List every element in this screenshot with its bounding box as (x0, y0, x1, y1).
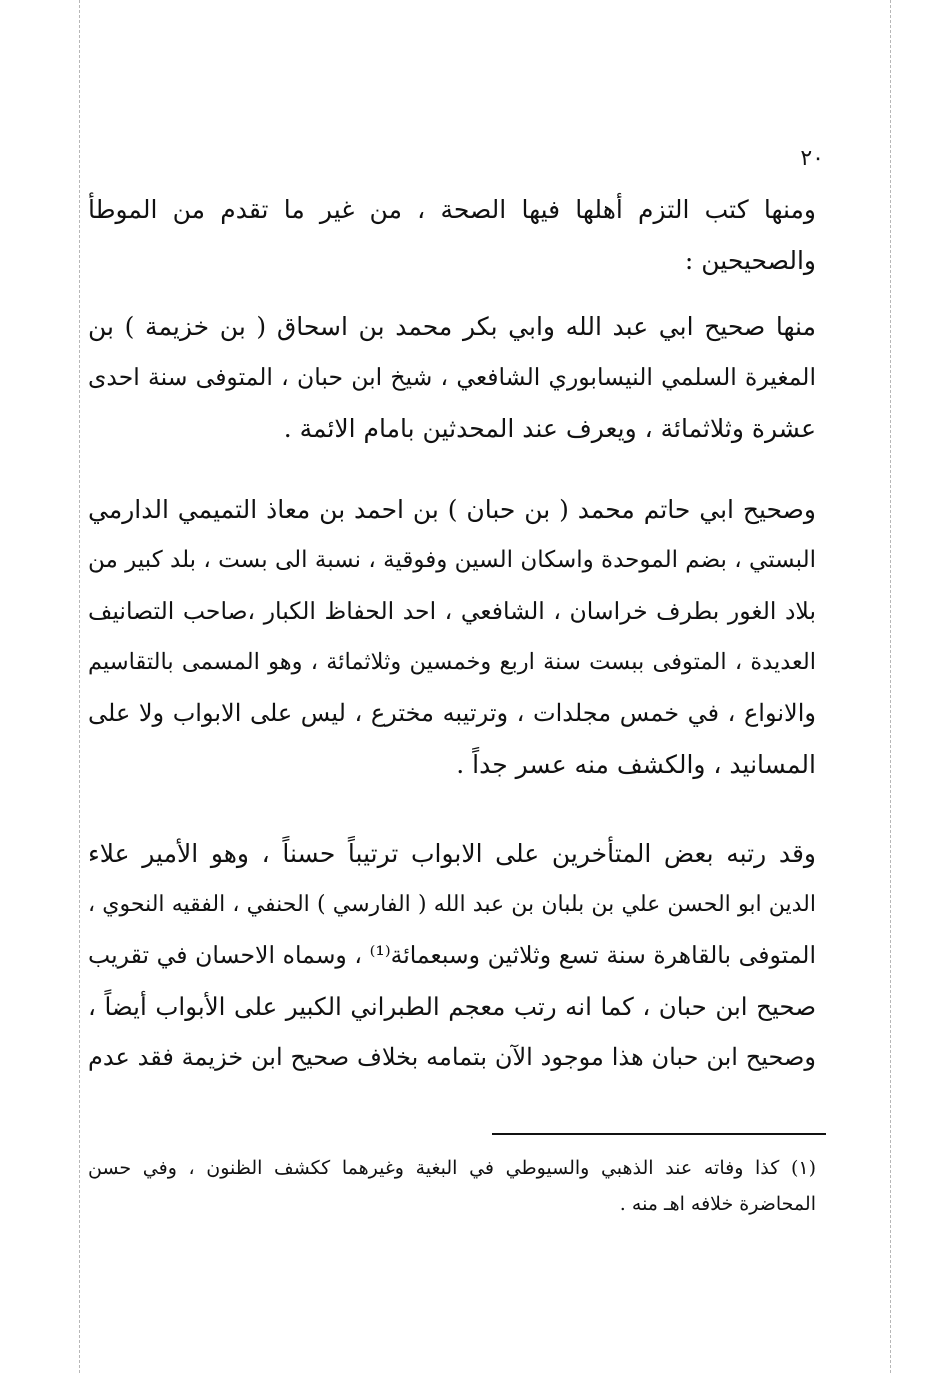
text-line: بلاد الغور بطرف خراسان ، الشافعي ، احد الحفاظ الكبار ،صاحب التصانيف (88, 597, 816, 625)
text-line: الدين ابو الحسن علي بن بلبان بن عبد الله ( الفارسي ) الحنفي ، الفقيه النحوي ، (88, 892, 816, 917)
footnote-line: (١) كذا وفاته عند الذهبي والسيوطي في البغية وغيرهما ككشف الظنون ، وفي حسن (88, 1157, 816, 1179)
page-number: ٢٠ (800, 146, 824, 171)
scan-edge-line-left (79, 0, 80, 1373)
footnote (88, 1150, 816, 1222)
text-line: منها صحيح ابي عبد الله وابي بكر محمد بن اسحاق ( بن خزيمة ) بن (88, 312, 816, 341)
text-line: والصحيحين : (684, 246, 816, 275)
text-line: وصحيح ابن حبان هذا موجود الآن بتمامه بخلاف صحيح ابن خزيمة فقد عدم (88, 1043, 816, 1071)
scan-edge-line-right (890, 0, 891, 1373)
paragraph-2 (88, 301, 816, 454)
text-line: وقد رتبه بعض المتأخرين على الابواب ترتيباً حسناً ، وهو الأمير علاء (88, 839, 816, 868)
text-line: المسانيد ، والكشف منه عسر جداً . (456, 750, 816, 779)
footnote-line: المحاضرة خلافه اهـ منه . (619, 1193, 816, 1215)
text-line: والانواع ، في خمس مجلدات ، وترتيبه مخترع ، ليس على الابواب ولا على (88, 699, 816, 727)
text-line: المغيرة السلمي النيسابوري الشافعي ، شيخ ابن حبان ، المتوفى سنة احدى (88, 363, 816, 391)
text-line: العديدة ، المتوفى ببست سنة اربع وخمسين وثلاثمائة ، وهو المسمى بالتقاسيم (88, 649, 816, 675)
text-line: صحيح ابن حبان ، كما انه رتب معجم الطبراني الكبير على الأبواب أيضاً ، (88, 992, 816, 1021)
paragraph-3 (88, 484, 816, 790)
text-line: المتوفى بالقاهرة سنة تسع وثلاثين وسبعمائة⁽¹⁾ ، وسماه الاحسان في تقريب (88, 941, 816, 969)
text-line: البستي ، بضم الموحدة واسكان السين وفوقية ، نسبة الى بست ، بلد كبير من (88, 547, 816, 573)
paragraph-1 (88, 184, 816, 286)
text-line: ومنها كتب التزم أهلها فيها الصحة ، من غير ما تقدم من الموطأ (88, 195, 816, 224)
text-line: عشرة وثلاثمائة ، ويعرف عند المحدثين بامام الائمة . (283, 414, 816, 443)
paragraph-4 (88, 828, 816, 1083)
text-line: وصحيح ابي حاتم محمد ( بن حبان ) بن احمد بن معاذ التميمي الدارمي (88, 495, 816, 524)
footnote-divider (492, 1133, 826, 1135)
